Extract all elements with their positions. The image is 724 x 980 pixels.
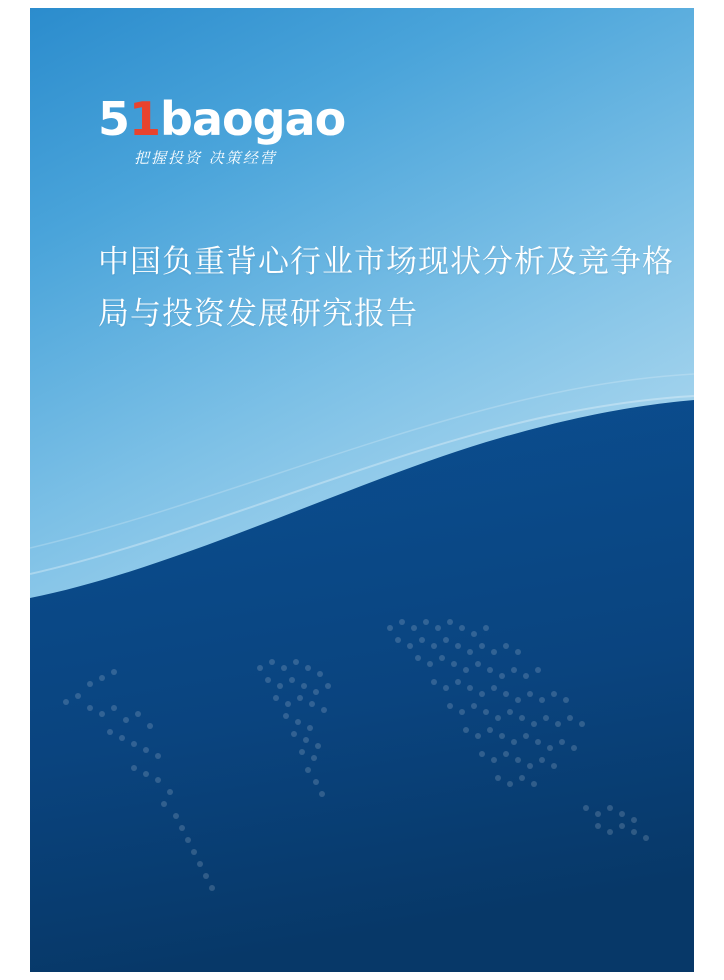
report-title: 中国负重背心行业市场现状分析及竞争格局与投资发展研究报告	[98, 244, 674, 332]
brand-logo-digit-5: 5	[98, 92, 130, 146]
brand-logo-text	[98, 93, 345, 145]
brand-slogan: 把握投资 决策经营	[134, 149, 277, 167]
brand-logo	[98, 93, 398, 178]
brand-logo-name: baogao	[160, 92, 346, 146]
brand-logo-digit-1: 1	[129, 92, 161, 146]
cover-artwork	[30, 8, 694, 972]
